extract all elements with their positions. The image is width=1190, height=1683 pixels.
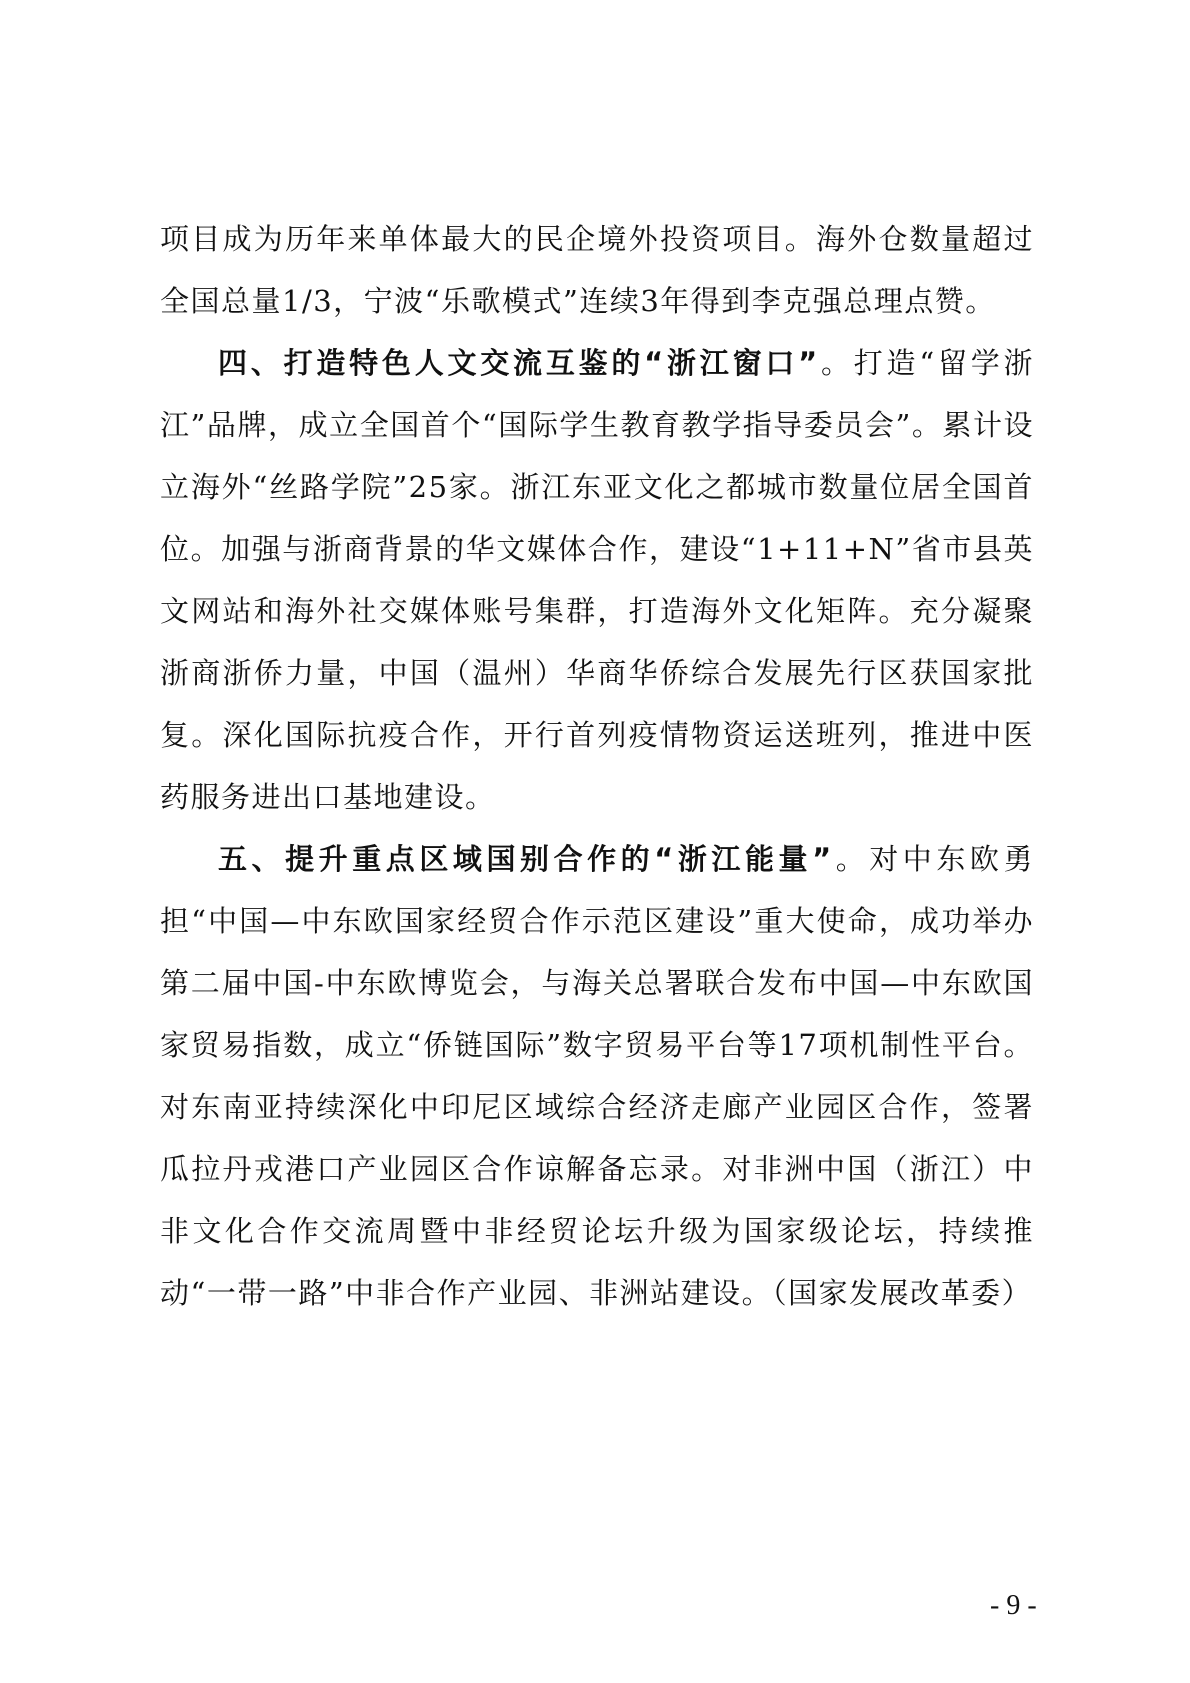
page-number: - 9 - — [990, 1590, 1037, 1621]
paragraph-text: 。打造“留学浙江”品牌，成立全国首个“国际学生教育教学指导委员会”。累计设立海外“丝路学院”25家。浙江东亚文化之都城市数量位居全国首位。加强与浙商背景的华文媒体合作，建设“1+11+N”省市县英文网站和海外社交媒体账号集群，打造海外文化矩阵。充分凝聚浙商浙侨力量，中国（温州）华商华侨综合发展先行区获国家批复。深化国际抗疫合作，开行首列疫情物资运送班列，推进中医药服务进出口基地建设。 — [160, 346, 1035, 814]
document-body — [160, 208, 1034, 1324]
paragraph-continuation — [160, 208, 1034, 332]
paragraph-section-four — [160, 332, 1034, 828]
paragraph-text: 项目成为历年来单体最大的民企境外投资项目。海外仓数量超过全国总量1/3，宁波“乐歌模式”连续3年得到李克强总理点赞。 — [160, 222, 1034, 318]
section-heading: 五、提升重点区域国别合作的“浙江能量” — [218, 842, 833, 876]
paragraph-text: 。对中东欧勇担“中国—中东欧国家经贸合作示范区建设”重大使命，成功举办第二届中国-中东欧博览会，与海关总署联合发布中国—中东欧国家贸易指数，成立“侨链国际”数字贸易平台等17项机制性平台。对东南亚持续深化中印尼区域综合经济走廊产业园区合作，签署瓜拉丹戎港口产业园区合作谅解备忘录。对非洲中国（浙江）中非文化合作交流周暨中非经贸论坛升级为国家级论坛，持续推动“一带一路”中非合作产业园、非洲站建设。（国家发展改革委） — [160, 842, 1034, 1310]
section-heading: 四、打造特色人文交流互鉴的“浙江窗口” — [218, 346, 819, 380]
paragraph-section-five — [160, 828, 1034, 1324]
